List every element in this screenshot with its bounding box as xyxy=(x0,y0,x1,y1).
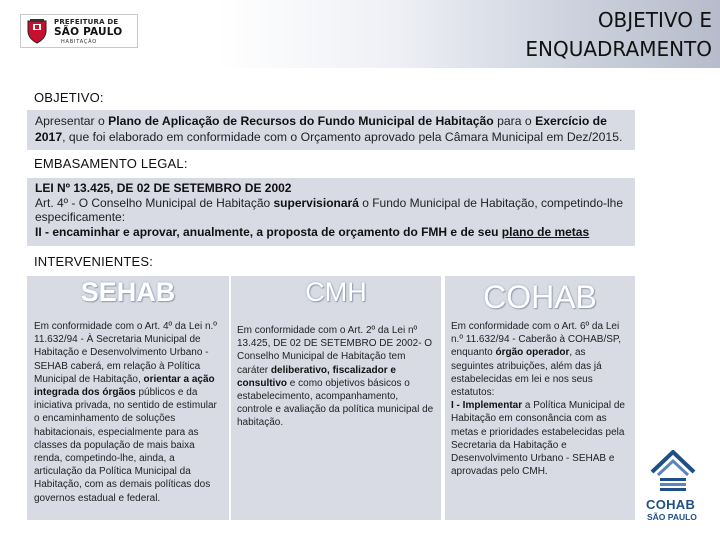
sehab-text: Em conformidade com o Art. 4º da Lei n.º 11.632/94 - À Secretaria Municipal de Habitação e Desenvolvimento Urbano - SEHAB caberá, em relação à Política Municipal de Habitação, orientar a ação integrada dos órgãos públicos e da iniciativa privada, no sentido de estimular o encaminhamento de soluções habitacionais, especialmente para as classes da população de mais baixa renda, competindo-lhe, ainda, a articulação da Política Municipal da Habitação, com as demais políticas dos governos estadual e federal. xyxy=(34,321,217,504)
objetivo-label: OBJETIVO: xyxy=(34,90,104,105)
cmh-text: Em conformidade com o Art. 2º da Lei nº 13.425, DE 02 DE SETEMBRO DE 2002- O Conselho Municipal de Habitação tem caráter deliberativo, fiscalizador e consultivo e como objetivos básicos o estabelecimento, acompanhamento, controle e avaliação da política municipal de habitação. xyxy=(237,325,434,429)
law-title: LEI Nº 13.425, DE 02 DE SETEMBRO DE 2002 xyxy=(35,181,292,195)
legal-text: LEI Nº 13.425, DE 02 DE SETEMBRO DE 2002 Art. 4º - O Conselho Municipal de Habitação supervisionará o Fundo Municipal de Habitação, competindo-lhe especificamente: II - encaminhar e aprovar, anualmente, a proposta de orçamento do FMH e de seu plano de metas xyxy=(35,181,624,239)
cohab-logo-subtext: SÃO PAULO xyxy=(647,512,697,522)
cohab-logo-text: COHAB xyxy=(646,497,696,512)
legal-panel xyxy=(27,178,635,246)
cohab-column xyxy=(445,276,635,520)
logo-text-sao-paulo: SÃO PAULO xyxy=(54,26,123,38)
cohab-logo xyxy=(644,450,702,522)
cmh-title: CMH xyxy=(305,277,367,307)
sehab-title: SEHAB xyxy=(80,277,176,307)
legal-label: EMBASAMENTO LEGAL: xyxy=(34,156,188,171)
slide-title-line2: ENQUADRAMENTO xyxy=(525,37,712,61)
logo-text-habitacao: HABITAÇÃO xyxy=(61,39,98,45)
coat-of-arms-icon xyxy=(26,18,48,44)
house-icon xyxy=(650,450,696,494)
objetivo-text: Apresentar o Plano de Aplicação de Recursos do Fundo Municipal de Habitação para o Exercício de 2017, que foi elaborado em conformidade com o Orçamento aprovado pela Câmara Municipal em Dez/2015. xyxy=(35,114,623,144)
cmh-column xyxy=(231,276,441,520)
slide-title xyxy=(525,6,712,64)
slide-title-line1: OBJETIVO E xyxy=(597,8,712,32)
intervenientes-label: INTERVENIENTES: xyxy=(34,254,154,269)
cohab-text: Em conformidade com o Art. 6º da Lei n.º 11.632/94 - Caberão à COHAB/SP, enquanto órgão operador, as seguintes atribuições, além das já estabelecidas em lei e nos seus estatutos: I - Implementar a Política Municipal de Habitação em consonância com as metas e prioridades estabelecidas pela Secretaria da Habitação e Desenvolvimento Urbano - SEHAB e aprovadas pelo CMH. xyxy=(451,321,625,478)
objetivo-panel xyxy=(27,110,635,150)
sehab-column xyxy=(27,276,229,520)
cohab-title: COHAB xyxy=(483,279,597,315)
prefeitura-logo xyxy=(20,14,138,48)
logo-text-prefeitura: PREFEITURA DE xyxy=(54,18,119,26)
